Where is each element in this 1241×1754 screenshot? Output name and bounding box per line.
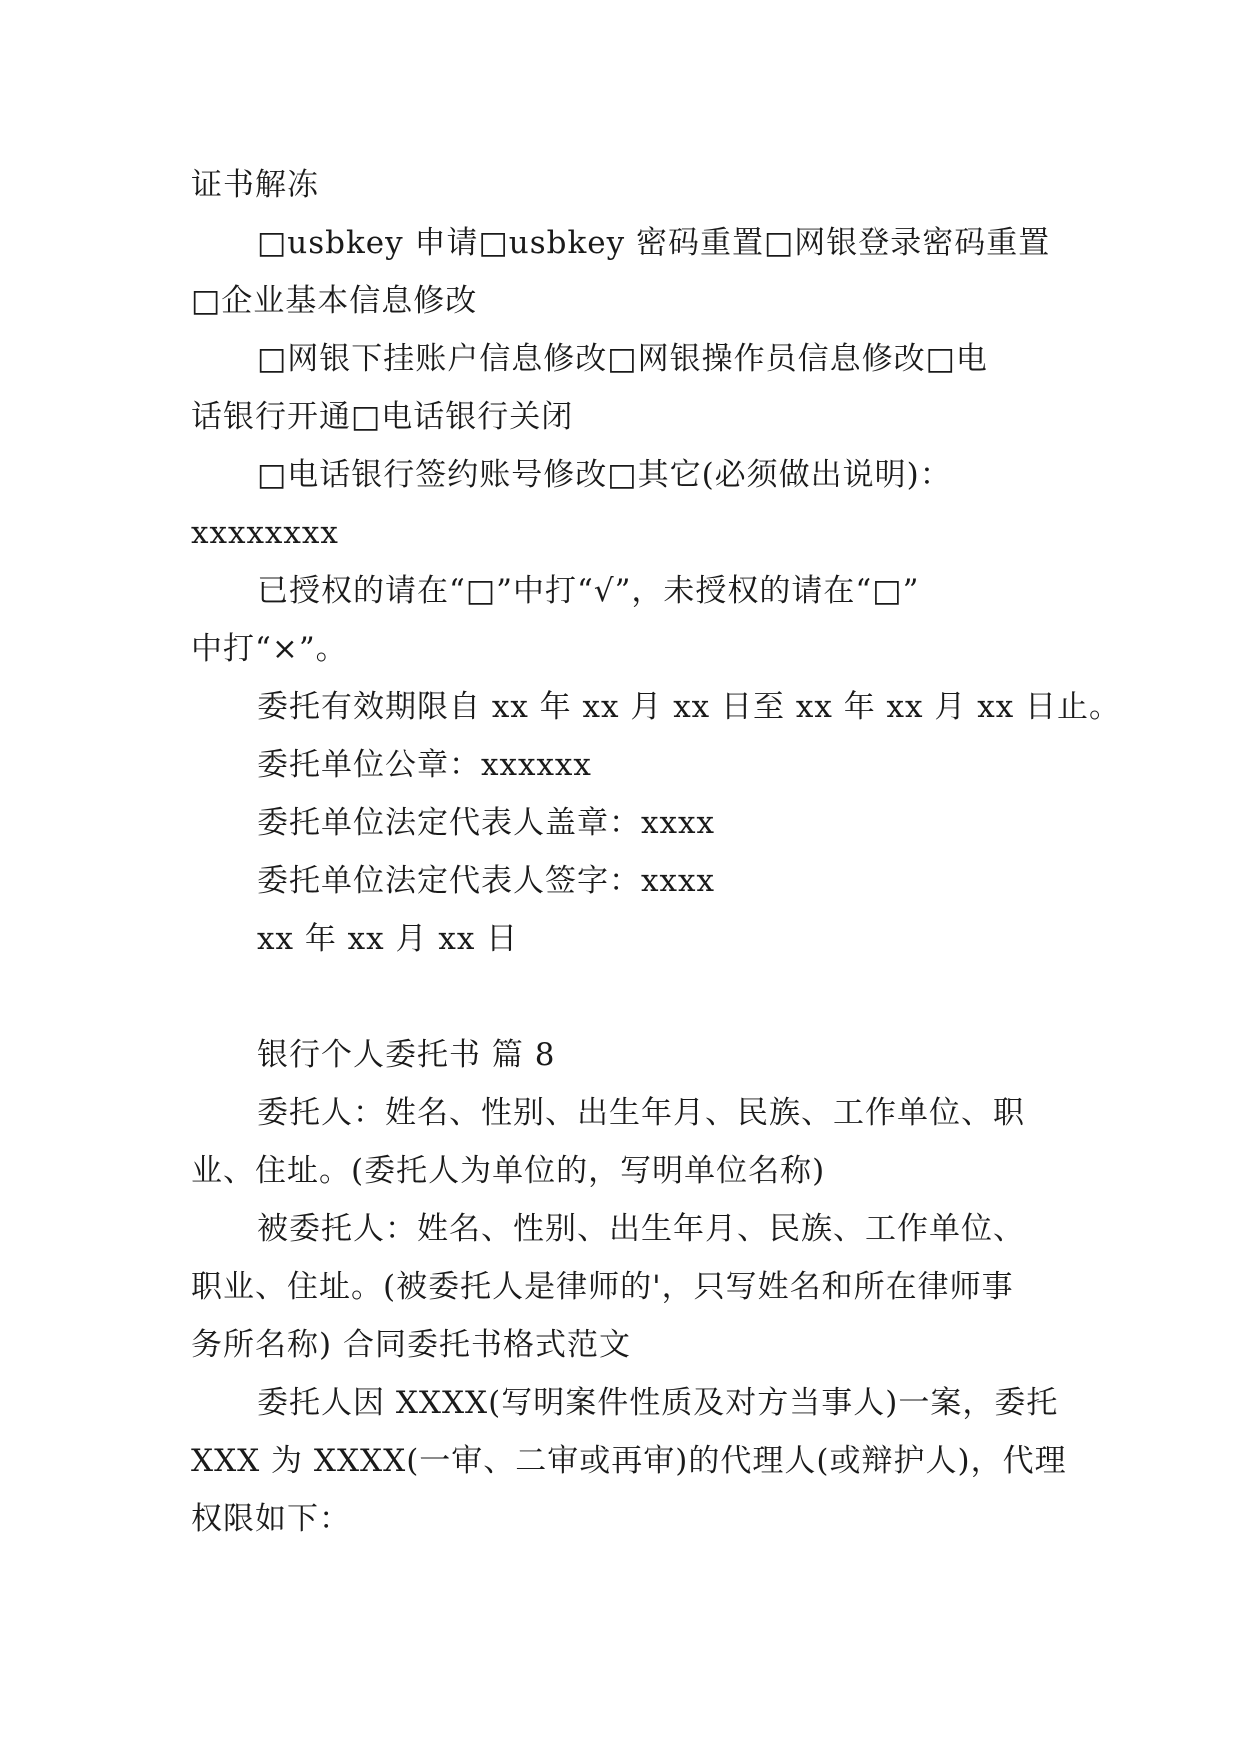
company-seal-line: 委托单位公章：xxxxxx: [257, 747, 592, 783]
text-line: □网银下挂账户信息修改□网银操作员信息修改□电: [257, 341, 988, 377]
text-line: 委托人：姓名、性别、出生年月、民族、工作单位、职: [257, 1095, 1025, 1131]
text-line: 证书解冻: [191, 167, 319, 203]
validity-period-line: 委托有效期限自 xx 年 xx 月 xx 日至 xx 年 xx 月 xx 日止。: [257, 689, 1122, 725]
blank-line: [191, 968, 1051, 1026]
text-line: 权限如下：: [191, 1501, 351, 1537]
section-title: 银行个人委托书 篇 8: [257, 1037, 556, 1073]
text-line: 职业、住址。(被委托人是律师的'，只写姓名和所在律师事: [191, 1269, 1014, 1305]
text-line: 业、住址。(委托人为单位的，写明单位名称): [191, 1153, 826, 1189]
text-line: 委托人因 XXXX(写明案件性质及对方当事人)一案，委托: [257, 1385, 1059, 1421]
date-line: xx 年 xx 月 xx 日: [257, 921, 519, 957]
text-line: □usbkey 申请□usbkey 密码重置□网银登录密码重置: [257, 225, 1051, 261]
text-line: XXX 为 XXXX(一审、二审或再审)的代理人(或辩护人)，代理: [191, 1443, 1067, 1479]
text-line: xxxxxxxx: [191, 515, 339, 551]
text-line: □企业基本信息修改: [191, 283, 478, 319]
legal-rep-signature-line: 委托单位法定代表人签字：xxxx: [257, 863, 715, 899]
text-line: 话银行开通□电话银行关闭: [191, 399, 574, 435]
text-line: 已授权的请在“□”中打“√”，未授权的请在“□”: [257, 573, 920, 609]
text-line: 务所名称) 合同委托书格式范文: [191, 1327, 631, 1363]
document-body: [191, 156, 1122, 1548]
text-line: 中打“×”。: [191, 631, 348, 667]
legal-rep-seal-line: 委托单位法定代表人盖章：xxxx: [257, 805, 715, 841]
text-line: 被委托人：姓名、性别、出生年月、民族、工作单位、: [257, 1211, 1025, 1247]
text-line: □电话银行签约账号修改□其它(必须做出说明)：: [257, 457, 952, 493]
